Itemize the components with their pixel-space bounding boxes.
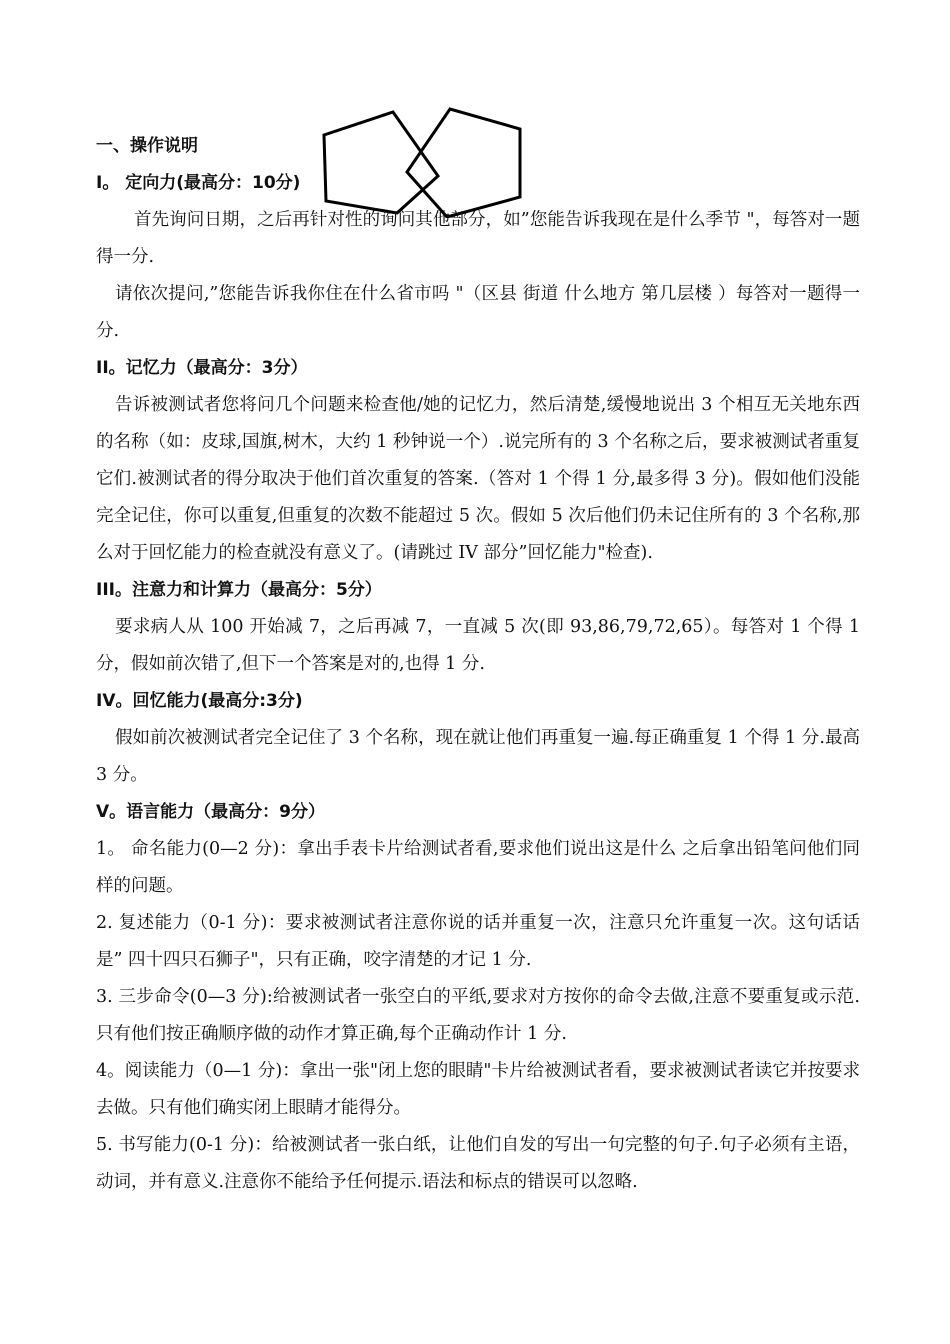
document-title: 一、操作说明: [96, 136, 198, 156]
section-3-heading: III。注意力和计算力（最高分：5分）: [96, 580, 382, 600]
list-item: 1。 命名能力(0—2 分)：拿出手表卡片给测试者看,要求他们说出这是什么 之后拿出铅笔问他们同样的问题。: [96, 839, 860, 896]
section-4-heading: IV。回忆能力(最高分:3分): [96, 691, 303, 711]
section-2-paragraph: 告诉被测试者您将问几个问题来检查他/她的记忆力，然后清楚,缓慢地说出 3 个相互无关地东西的名称（如：皮球,国旗,树木，大约 1 秒钟说一个）.说完所有的 3 个名称之后，要求被测试者重复它们.被测试者的得分取决于他们首次重复的答案.（答对 1 个得 1 分,最多得 3 分)。假如他们没能完全记住，你可以重复,但重复的次数不能超过 5 次。假如 5 次后他们仍未记住所有的 3 个名称,那么对于回忆能力的检查就没有意义了。(请跳过 IV 部分”回忆能力"检查).: [96, 395, 860, 563]
list-item: 4。阅读能力（0—1 分)：拿出一张"闭上您的眼睛"卡片给被测试者看，要求被测试者读它并按要求去做。只有他们确实闭上眼睛才能得分。: [96, 1061, 860, 1118]
list-item: 2. 复述能力（0-1 分)：要求被测试者注意你说的话并重复一次，注意只允许重复一次。这句话话是” 四十四只石狮子"，只有正确，咬字清楚的才记 1 分.: [96, 913, 860, 970]
section-4-paragraph: 假如前次被测试者完全记住了 3 个名称，现在就让他们再重复一遍.每正确重复 1 个得 1 分.最高 3 分。: [96, 728, 860, 785]
section-1-paragraph-1: 首先询问日期，之后再针对性的询问其他部分，如”您能告诉我现在是什么季节 "，每答对一题得一分.: [96, 210, 860, 267]
section-2-heading: II。记忆力（最高分：3分）: [96, 358, 308, 378]
section-5-heading: V。语言能力（最高分：9分）: [96, 802, 325, 822]
section-1-heading: I。 定向力(最高分：10分): [96, 173, 301, 193]
section-1-paragraph-2: 请依次提问,”您能告诉我你住在什么省市吗 "（区县 街道 什么地方 第几层楼 ）每答对一题得一分.: [96, 284, 860, 341]
list-item: 5. 书写能力(0-1 分)：给被测试者一张白纸，让他们自发的写出一句完整的句子.句子必须有主语，动词，并有意义.注意你不能给予任何提示.语法和标点的错误可以忽略.: [96, 1135, 860, 1192]
section-3-paragraph: 要求病人从 100 开始减 7，之后再减 7，一直减 5 次(即 93,86,79,72,65）。每答对 1 个得 1 分，假如前次错了,但下一个答案是对的,也得 1 分.: [96, 617, 860, 674]
document-body: [96, 128, 860, 1201]
list-item: 3. 三步命令(0—3 分):给被测试者一张空白的平纸,要求对方按你的命令去做,注意不要重复或示范.只有他们按正确顺序做的动作才算正确,每个正确动作计 1 分.: [96, 987, 860, 1044]
